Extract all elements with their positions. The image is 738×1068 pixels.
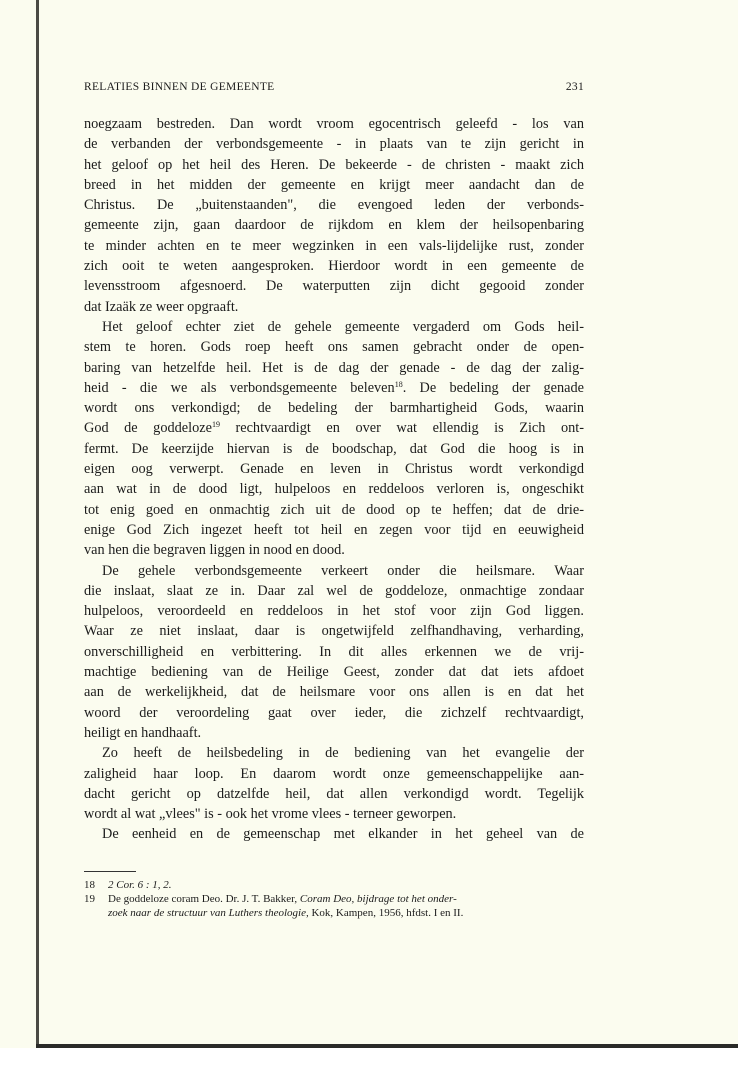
- text-line: zaligheid haar loop. En daarom wordt onze gemeenschappelijke aan-: [84, 765, 584, 782]
- text-run: heid - die we als verbondsgemeente beleven: [84, 379, 395, 396]
- text-line: onverschilligheid en verbittering. In dit alles erkennen we de vrij-: [84, 643, 584, 660]
- text-line: Het geloof echter ziet de gehele gemeente vergaderd om Gods heil-: [102, 318, 584, 335]
- text-line: noegzaam bestreden. Dan wordt vroom egocentrisch geleefd - los van: [84, 116, 584, 132]
- text-line: het geloof op het heil des Heren. De bekeerde - de christen - maakt zich: [84, 156, 584, 173]
- text-line: woord der veroordeling gaat over ieder, die zichzelf rechtvaardigt,: [84, 704, 584, 721]
- text-line: eigen oog verwerpt. Genade en leven in Christus wordt verkondigd: [84, 461, 584, 478]
- text-line: gemeente zijn, gaan daardoor de rijkdom en klem der heilsopenbaring: [84, 217, 584, 234]
- footnote-text: 2 Cor. 6 : 1, 2.: [108, 879, 172, 891]
- running-title: RELATIES BINNEN DE GEMEENTE: [84, 81, 275, 93]
- footnote-ref-18: 18: [394, 379, 403, 389]
- text-line: De gehele verbondsgemeente verkeert onder die heilsmare. Waar: [102, 562, 584, 579]
- text-line: Christus. De „buitenstaanden", die evengoed leden der verbonds-: [84, 197, 584, 214]
- page-edge-left: [36, 0, 39, 1048]
- body-text: [84, 114, 584, 845]
- text-line: levensstroom afgesnoerd. De waterputten zijn dicht gegooid zonder: [84, 278, 584, 295]
- footnote-19: [84, 892, 584, 920]
- text-line: de verbanden der verbondsgemeente - in plaats van te zijn gericht in: [84, 136, 584, 153]
- text-line: aan de werkelijkheid, dat de heilsmare voor ons allen is en dat het: [84, 684, 584, 701]
- text-line: [84, 418, 584, 438]
- footnote-number: 18: [84, 879, 95, 891]
- text-line: wordt al wat „vlees" is - ook het vrome vlees - terneer geworpen.: [84, 806, 457, 823]
- text-line: enige God Zich ingezet heeft tot heil en zegen voor tijd en eeuwigheid: [84, 521, 584, 538]
- text-line: Waar ze niet inslaat, daar is ongetwijfeld zelfhandhaving, verharding,: [84, 623, 584, 640]
- text-line: dacht gericht op datzelfde heil, dat allen verkondigd wordt. Tegelijk: [84, 785, 584, 802]
- text-line: breed in het midden der gemeente en krijgt meer aandacht dan de: [84, 176, 584, 193]
- footnote-text: De goddeloze coram Deo. Dr. J. T. Bakker,: [108, 893, 300, 905]
- text-line: hulpeloos, veroordeeld en reddeloos in het stof voor zijn God liggen.: [84, 603, 584, 620]
- text-line: die inslaat, slaat ze in. Daar zal wel de goddeloze, onmachtige zondaar: [84, 582, 584, 599]
- text-line: zich ooit te weten aangesproken. Hierdoor wordt in een gemeente de: [84, 258, 584, 275]
- text-line: machtige bediening van de Heilige Geest, zonder dat dat iets afdoet: [84, 664, 584, 681]
- footnotes: [84, 878, 584, 920]
- text-line: De eenheid en de gemeenschap met elkander in het geheel van de: [102, 826, 584, 843]
- text-line: dat Izaäk ze weer opgraaft.: [84, 298, 239, 315]
- footnote-ref-19: 19: [211, 420, 220, 430]
- footnote-18: [84, 878, 584, 892]
- text-line: stem te horen. Gods roep heeft ons samen gebracht onder de open-: [84, 339, 584, 356]
- footnote-title: zoek naar de structuur van Luthers theologie,: [108, 907, 309, 919]
- footnote-rule: [84, 871, 136, 872]
- text-run: rechtvaardigt en over wat ellendig is Zich ont-: [219, 420, 584, 437]
- text-run: God de goddeloze: [84, 420, 212, 437]
- text-line: [84, 378, 584, 398]
- text-line: aan wat in de dood ligt, hulpeloos en reddeloos verloren is, ongeschikt: [84, 481, 584, 498]
- text-line: heiligt en handhaaft.: [84, 724, 202, 741]
- text-run: . De bedeling der genade: [402, 379, 584, 396]
- text-line: wordt ons verkondigd; de bedeling der barmhartigheid Gods, waarin: [84, 400, 584, 417]
- text-line: Zo heeft de heilsbedeling in de bediening van het evangelie der: [102, 745, 584, 762]
- scan-margin-bottom: [0, 1048, 738, 1068]
- footnote-title: Coram Deo, bijdrage tot het onder-: [299, 893, 457, 905]
- text-line: te minder achten en te meer wegzinken in een vals-lijdelijke rust, zonder: [84, 237, 584, 254]
- footnote-text: Kok, Kampen, 1956, hfdst. I en II.: [308, 907, 464, 919]
- text-line: tot enig goed en onmachtig zich uit de dood op te heffen; dat de drie-: [84, 501, 584, 518]
- text-line: van hen die begraven liggen in nood en dood.: [84, 542, 345, 559]
- footnote-number: 19: [84, 893, 95, 905]
- text-line: baring van hetzelfde heil. Het is de dag der genade - de dag der zalig-: [84, 359, 584, 376]
- text-line: fermt. De keerzijde hiervan is de boodschap, dat God die hoog is in: [84, 440, 584, 457]
- page-number: 231: [565, 81, 584, 93]
